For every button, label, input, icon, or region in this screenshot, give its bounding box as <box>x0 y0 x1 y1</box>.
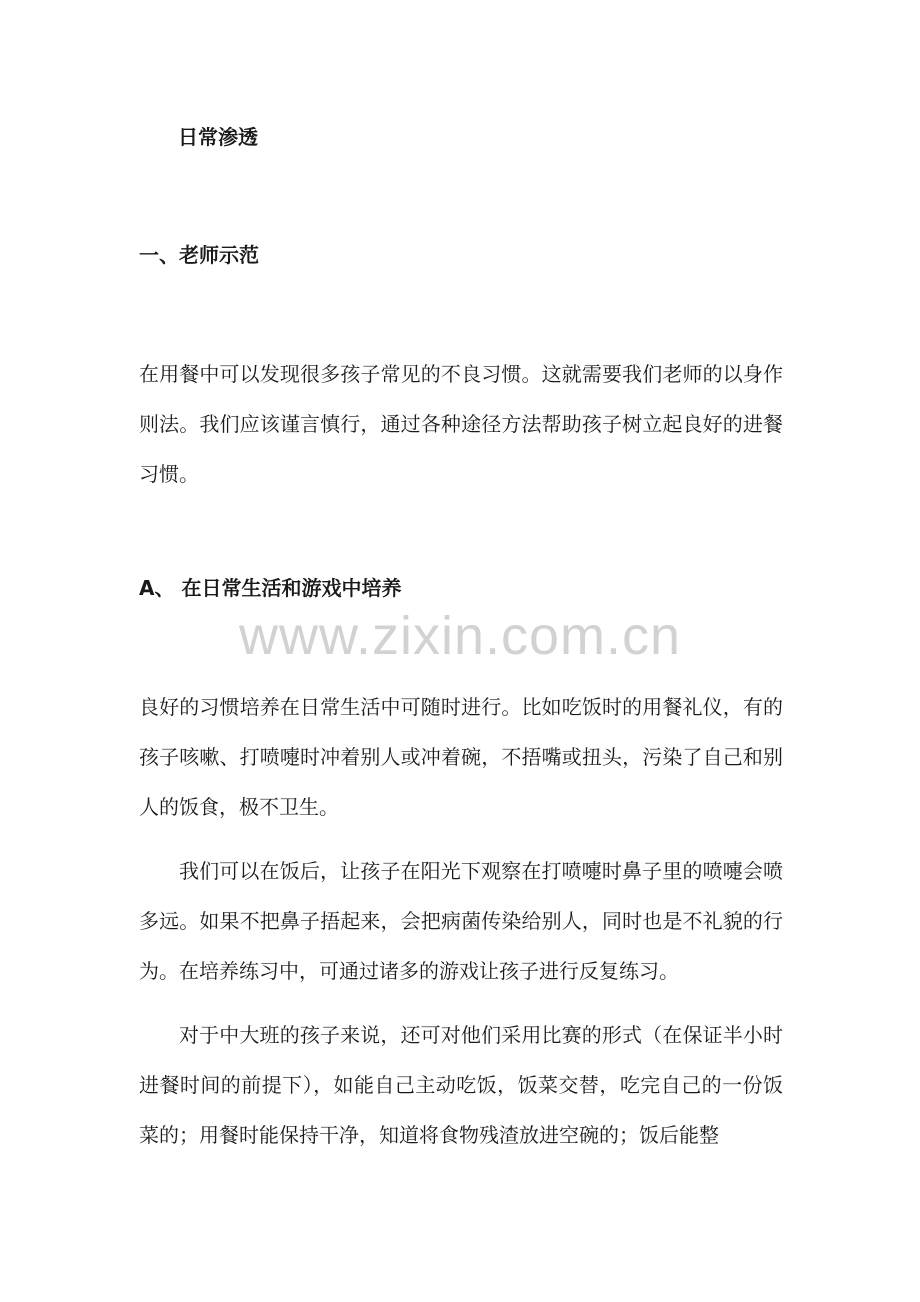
paragraph-3: 我们可以在饭后，让孩子在阳光下观察在打喷嚏时鼻子里的喷嚏会喷多远。如果不把鼻子捂起来，会把病菌传染给别人，同时也是不礼貌的行为。在培养练习中，可通过诸多的游戏让孩子进行反复练习。 <box>139 859 783 983</box>
section-heading: 一、老师示范 <box>139 243 259 267</box>
subheading: A、 在日常生活和游戏中培养 <box>139 576 402 600</box>
watermark: www.zixin.com.cn <box>238 606 682 666</box>
paragraph-2: 良好的习惯培养在日常生活中可随时进行。比如吃饭时的用餐礼仪，有的孩子咳嗽、打喷嚏时冲着别人或冲着碗，不捂嘴或扭头，污染了自己和别人的饭食，极不卫生。 <box>139 695 783 819</box>
paragraph-4: 对于中大班的孩子来说，还可对他们采用比赛的形式（在保证半小时进餐时间的前提下），如能自己主动吃饭，饭菜交替，吃完自己的一份饭菜的；用餐时能保持干净，知道将食物残渣放进空碗的；饭后能整 <box>139 1023 783 1147</box>
paragraph-1: 在用餐中可以发现很多孩子常见的不良习惯。这就需要我们老师的以身作则法。我们应该谨言慎行，通过各种途径方法帮助孩子树立起良好的进餐习惯。 <box>139 362 783 486</box>
document-title: 日常渗透 <box>178 125 258 149</box>
